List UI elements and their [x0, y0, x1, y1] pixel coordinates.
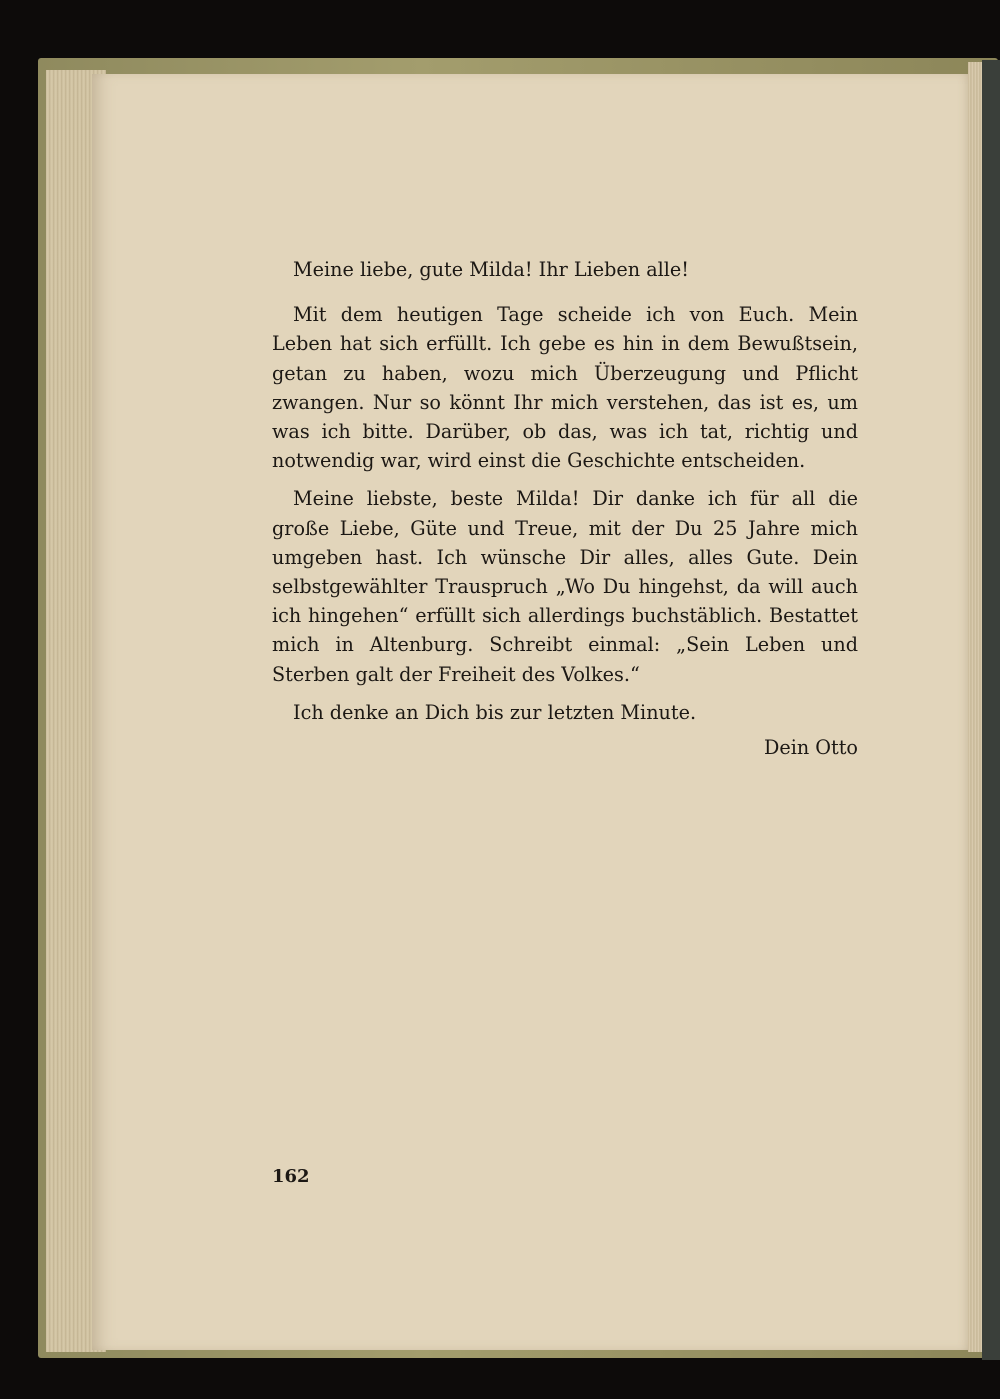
letter-salutation: Meine liebe, gute Milda! Ihr Lieben alle! [293, 258, 689, 281]
letter-signature: Dein Otto [763, 736, 858, 760]
letter-paragraph-1: Mit dem heutigen Tage scheide ich von Euch. Mein Leben hat sich erfüllt. Ich gebe es hin in dem Bewußtsein, getan zu haben, wozu mich Überzeugung und Pflicht zwangen. Nur so könnt Ihr mich verstehen, das ist es, um was ich bitte. Darüber, ob das, was ich tat, richtig und notwendig war, wird einst die Geschichte entscheiden. [272, 303, 858, 473]
page-number: 162 [272, 1166, 310, 1187]
letter-paragraph-2: Meine liebste, beste Milda! Dir danke ich für all die große Liebe, Güte und Treue, mit der Du 25 Jahre mich umgeben hast. Ich wünsche Dir alles, alles Gute. Dein selbstgewählter Trauspruch „Wo Du hingehst, da will auch ich hingehen“ erfüllt sich allerdings buchstäblich. Bestattet mich in Altenburg. Schreibt einmal: „Sein Leben und Sterben galt der Freiheit des Volkes.“ [272, 487, 858, 686]
right-page-edges [968, 62, 982, 1352]
letter-text [272, 255, 858, 762]
background-edge [982, 60, 1000, 1360]
letter-closing: Ich denke an Dich bis zur letzten Minute. [293, 700, 697, 724]
